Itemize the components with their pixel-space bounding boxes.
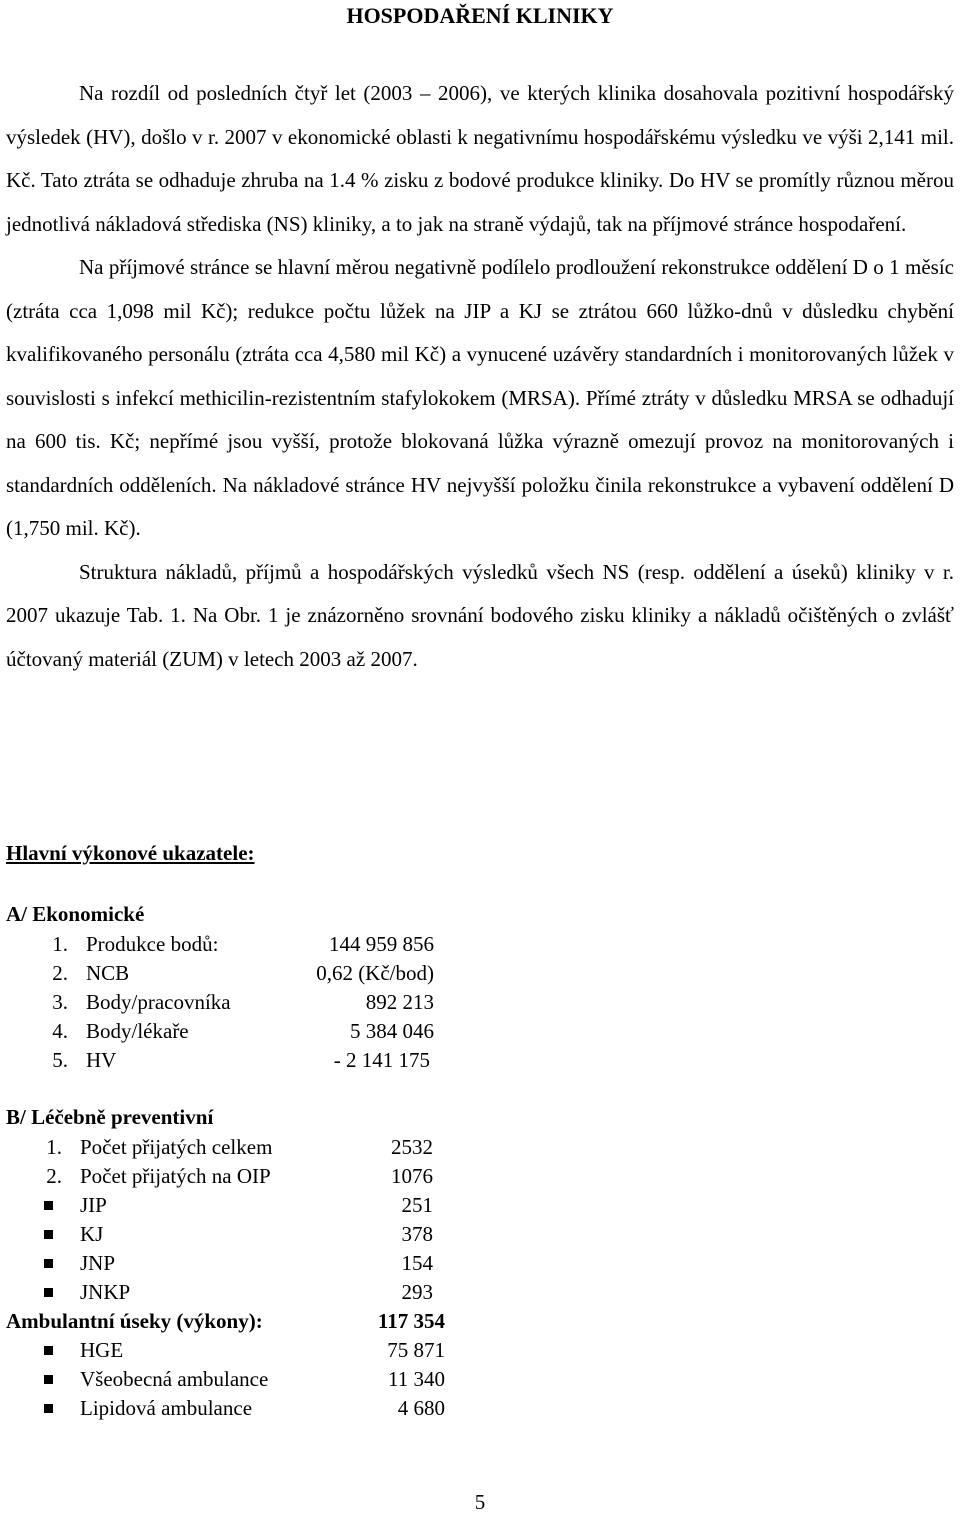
square-bullet-icon bbox=[44, 1375, 53, 1384]
row-value: 378 bbox=[401, 1222, 433, 1246]
row-value: 75 871 bbox=[387, 1338, 445, 1362]
row-value: 144 959 856 bbox=[329, 932, 434, 956]
row-number: 5. bbox=[52, 1048, 68, 1072]
paragraph-1: Na rozdíl od posledních čtyř let (2003 – 2006), ve kterých klinika dosahovala pozitivní hospodářský výsledek (HV), došlo v r. 2007 v ekonomické oblasti k negativnímu hospodářskému výsledku ve výši 2,141 mil. Kč. Tato ztráta se odhaduje zhruba na 1.4 % zisku z bodové produkce kliniky. Do HV se promítly různou měrou jednotlivá nákladová střediska (NS) kliniky, a to jak na straně výdajů, tak na příjmové stránce hospodaření. bbox=[6, 81, 954, 236]
row-label: Lipidová ambulance bbox=[80, 1396, 253, 1420]
row-value: - 2 141 175 bbox=[333, 1048, 430, 1072]
square-bullet-icon bbox=[44, 1259, 53, 1268]
row-label: Všeobecná ambulance bbox=[80, 1367, 269, 1391]
row-number: 1. bbox=[52, 932, 68, 956]
paragraph-3: Struktura nákladů, příjmů a hospodářských výsledků všech NS (resp. oddělení a úseků) kliniky v r. 2007 ukazuje Tab. 1. Na Obr. 1 je znázorněno srovnání bodového zisku kliniky a nákladů očištěných o zvlášť účtovaný materiál (ZUM) v letech 2003 až 2007. bbox=[6, 559, 954, 671]
row-number: 2. bbox=[46, 1164, 62, 1188]
row-value: 5 384 046 bbox=[350, 1019, 434, 1043]
row-value: 0,62 (Kč/bod) bbox=[316, 961, 434, 985]
row-number: 4. bbox=[52, 1019, 68, 1043]
row-label: Počet přijatých celkem bbox=[80, 1135, 273, 1159]
row-label: JNKP bbox=[80, 1280, 131, 1304]
row-label: NCB bbox=[86, 961, 130, 985]
indicators-heading: Hlavní výkonové ukazatele: bbox=[6, 841, 255, 865]
paragraph-2: Na příjmové stránce se hlavní měrou negativně podílelo prodloužení rekonstrukce oddělení D o 1 měsíc (ztráta cca 1,098 mil Kč); redukce počtu lůžek na JIP a KJ se ztrátou 660 lůžko-dnů v důsledku chybění kvalifikovaného personálu (ztráta cca 4,580 mil Kč) a vynucené uzávěry standardních i monitorovaných lůžek v souvislosti s infekcí methicilin-rezistentním stafylokokem (MRSA). Přímé ztráty v důsledku MRSA se odhadují na 600 tis. Kč; nepřímé jsou vyšší, protože blokovaná lůžka výrazně omezují provoz na monitorovaných i standardních odděleních. Na nákladové stránce HV nejvyšší položku činila rekonstrukce a vybavení oddělení D (1,750 mil. Kč). bbox=[6, 255, 954, 540]
row-label: Počet přijatých na OIP bbox=[80, 1164, 271, 1188]
ambulance-total: 117 354 bbox=[377, 1309, 445, 1333]
square-bullet-icon bbox=[44, 1404, 53, 1413]
row-value: 251 bbox=[401, 1193, 433, 1217]
row-value: 1076 bbox=[391, 1164, 433, 1188]
row-number: 1. bbox=[46, 1135, 62, 1159]
row-label: JIP bbox=[80, 1193, 107, 1217]
section-a-label: A/ Ekonomické bbox=[6, 902, 145, 926]
row-value: 154 bbox=[401, 1251, 433, 1275]
square-bullet-icon bbox=[44, 1288, 53, 1297]
row-number: 3. bbox=[52, 990, 68, 1014]
square-bullet-icon bbox=[44, 1230, 53, 1239]
ambulance-label: Ambulantní úseky (výkony): bbox=[6, 1309, 263, 1333]
row-label: Body/pracovníka bbox=[86, 990, 231, 1014]
row-value: 2532 bbox=[391, 1135, 433, 1159]
section-b-label: B/ Léčebně preventivní bbox=[6, 1105, 214, 1129]
row-label: HGE bbox=[80, 1338, 124, 1362]
square-bullet-icon bbox=[44, 1346, 53, 1355]
row-value: 4 680 bbox=[397, 1396, 445, 1420]
row-label: Body/lékaře bbox=[86, 1019, 189, 1043]
row-value: 293 bbox=[401, 1280, 433, 1304]
intro-paragraphs bbox=[6, 72, 954, 681]
row-label: KJ bbox=[80, 1222, 104, 1246]
row-label: JNP bbox=[80, 1251, 116, 1275]
page-title: HOSPODAŘENÍ KLINIKY bbox=[346, 3, 614, 28]
page-number: 5 bbox=[474, 1490, 486, 1514]
row-value: 11 340 bbox=[388, 1367, 445, 1391]
row-label: Produkce bodů: bbox=[86, 932, 219, 956]
row-number: 2. bbox=[52, 961, 68, 985]
square-bullet-icon bbox=[44, 1201, 53, 1210]
row-label: HV bbox=[86, 1048, 117, 1072]
row-value: 892 213 bbox=[365, 990, 434, 1014]
